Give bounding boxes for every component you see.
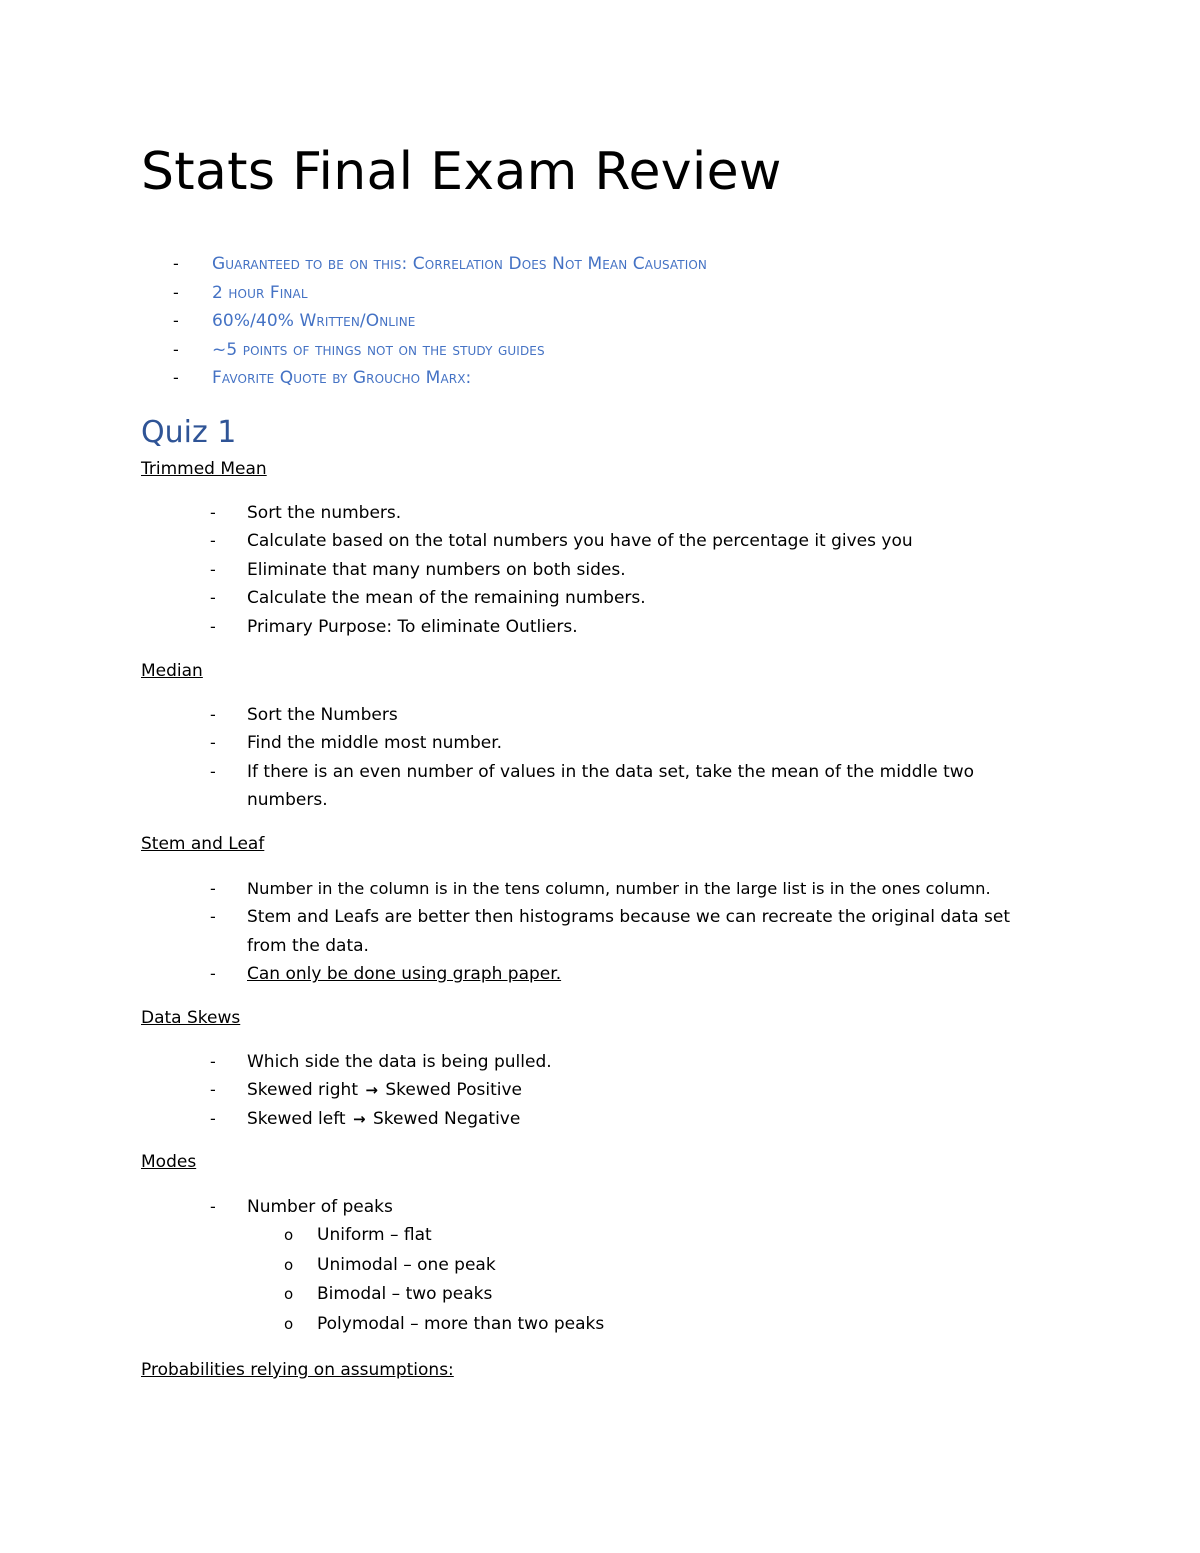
list-item-text: Calculate the mean of the remaining numbers. — [247, 588, 646, 609]
median-list — [210, 701, 990, 815]
list-item — [210, 1193, 1070, 1339]
list-item — [210, 1076, 1070, 1104]
list-item — [210, 701, 990, 729]
list-item — [210, 875, 1080, 903]
list-item — [173, 279, 707, 308]
bullet-dash: - — [210, 531, 216, 551]
sub-list-item-text: Bimodal – two peaks — [317, 1284, 493, 1305]
list-item-text: Number in the column is in the tens column, number in the large list is in the ones column. — [247, 879, 991, 898]
list-item-text: Sort the Numbers — [247, 705, 398, 725]
bullet-dash: - — [173, 311, 179, 330]
list-item-text: Stem and Leafs are better then histograms because we can recreate the original data set from the data. — [247, 907, 1010, 956]
sub-list-item — [284, 1251, 1070, 1281]
key-point-text: 60%/40% Written/Online — [212, 311, 416, 331]
arrow-right-icon: → — [365, 1081, 378, 1100]
list-item-text: Skewed Positive — [385, 1080, 522, 1101]
key-point-text: Favorite Quote by Groucho Marx: — [212, 368, 472, 388]
list-item-text: Which side the data is being pulled. — [247, 1052, 552, 1072]
modes-sub-list — [247, 1221, 1070, 1339]
bullet-dash: - — [210, 503, 216, 522]
sub-list-item — [284, 1221, 1070, 1251]
list-item — [210, 527, 1070, 555]
section-label-median: Median — [141, 661, 203, 681]
bullet-dash: - — [173, 282, 179, 302]
bullet-dash: - — [173, 368, 179, 387]
arrow-right-icon: → — [353, 1109, 366, 1128]
list-item — [210, 584, 1070, 612]
bullet-dash: - — [173, 339, 179, 359]
bullet-dash: - — [210, 705, 216, 724]
sub-list-item — [284, 1280, 1070, 1310]
list-item-text: Sort the numbers. — [247, 503, 402, 523]
section-label-trimmed-mean: Trimmed Mean — [141, 459, 267, 479]
sub-list-item — [284, 1310, 1070, 1340]
list-item — [210, 556, 1070, 584]
modes-list — [210, 1193, 1070, 1339]
key-point-text: Guaranteed to be on this: Correlation Does Not Mean Causation — [212, 254, 707, 274]
list-item — [210, 903, 1027, 960]
quiz-heading: Quiz 1 — [141, 415, 237, 450]
list-item-text: Find the middle most number. — [247, 733, 503, 754]
bullet-dash: - — [210, 964, 216, 984]
bullet-dash: - — [210, 1197, 216, 1216]
key-points-list — [173, 250, 707, 393]
list-item — [173, 336, 707, 365]
list-item — [210, 499, 1070, 527]
list-item-text: Skewed right — [247, 1080, 358, 1101]
list-item-text: Skewed left — [247, 1108, 346, 1129]
bullet-dash: - — [210, 733, 216, 753]
stem-and-leaf-list — [210, 875, 1080, 989]
bullet-dash: - — [210, 616, 216, 636]
list-item — [173, 250, 707, 279]
list-item — [210, 758, 990, 815]
key-point-text: 2 hour Final — [212, 282, 308, 303]
bullet-dash: - — [210, 1052, 216, 1071]
list-item-text: Skewed Negative — [372, 1108, 521, 1129]
list-item — [173, 364, 707, 393]
list-item-text: Eliminate that many numbers on both sides. — [247, 559, 626, 580]
trimmed-mean-list — [210, 499, 1070, 641]
list-item-text: If there is an even number of values in the data set, take the mean of the middle two numbers. — [247, 761, 975, 811]
bullet-dash: - — [210, 1108, 216, 1128]
bullet-dash: - — [210, 1080, 216, 1100]
list-item — [210, 1048, 1070, 1076]
bullet-dash: - — [210, 559, 216, 579]
sub-bullet-marker: o — [284, 1255, 294, 1274]
list-item-text: Number of peaks — [247, 1197, 393, 1217]
sub-bullet-marker: o — [284, 1314, 294, 1333]
section-label-probabilities: Probabilities relying on assumptions: — [141, 1360, 454, 1380]
list-item-text: Primary Purpose: To eliminate Outliers. — [247, 616, 578, 637]
list-item-text: Calculate based on the total numbers you have of the percentage it gives you — [247, 531, 913, 552]
bullet-dash: - — [210, 879, 216, 898]
sub-list-item-text: Polymodal – more than two peaks — [317, 1313, 605, 1334]
sub-bullet-marker: o — [284, 1226, 294, 1245]
list-item — [173, 307, 707, 336]
bullet-dash: - — [173, 254, 179, 273]
key-point-text: ~5 points of things not on the study guides — [212, 339, 545, 360]
list-item-text: Can only be done using graph paper. — [247, 964, 562, 985]
list-item — [210, 729, 990, 757]
section-label-stem-and-leaf: Stem and Leaf — [141, 834, 265, 854]
section-label-data-skews: Data Skews — [141, 1008, 241, 1028]
bullet-dash: - — [210, 588, 216, 608]
data-skews-list — [210, 1048, 1070, 1133]
list-item — [210, 960, 1080, 988]
list-item — [210, 1105, 1070, 1133]
sub-list-item-text: Uniform – flat — [317, 1225, 432, 1246]
sub-bullet-marker: o — [284, 1285, 294, 1304]
bullet-dash: - — [210, 907, 216, 927]
bullet-dash: - — [210, 761, 216, 781]
page-title: Stats Final Exam Review — [141, 142, 782, 202]
sub-list-item-text: Unimodal – one peak — [317, 1254, 496, 1275]
section-label-modes: Modes — [141, 1152, 197, 1172]
list-item — [210, 613, 1070, 641]
